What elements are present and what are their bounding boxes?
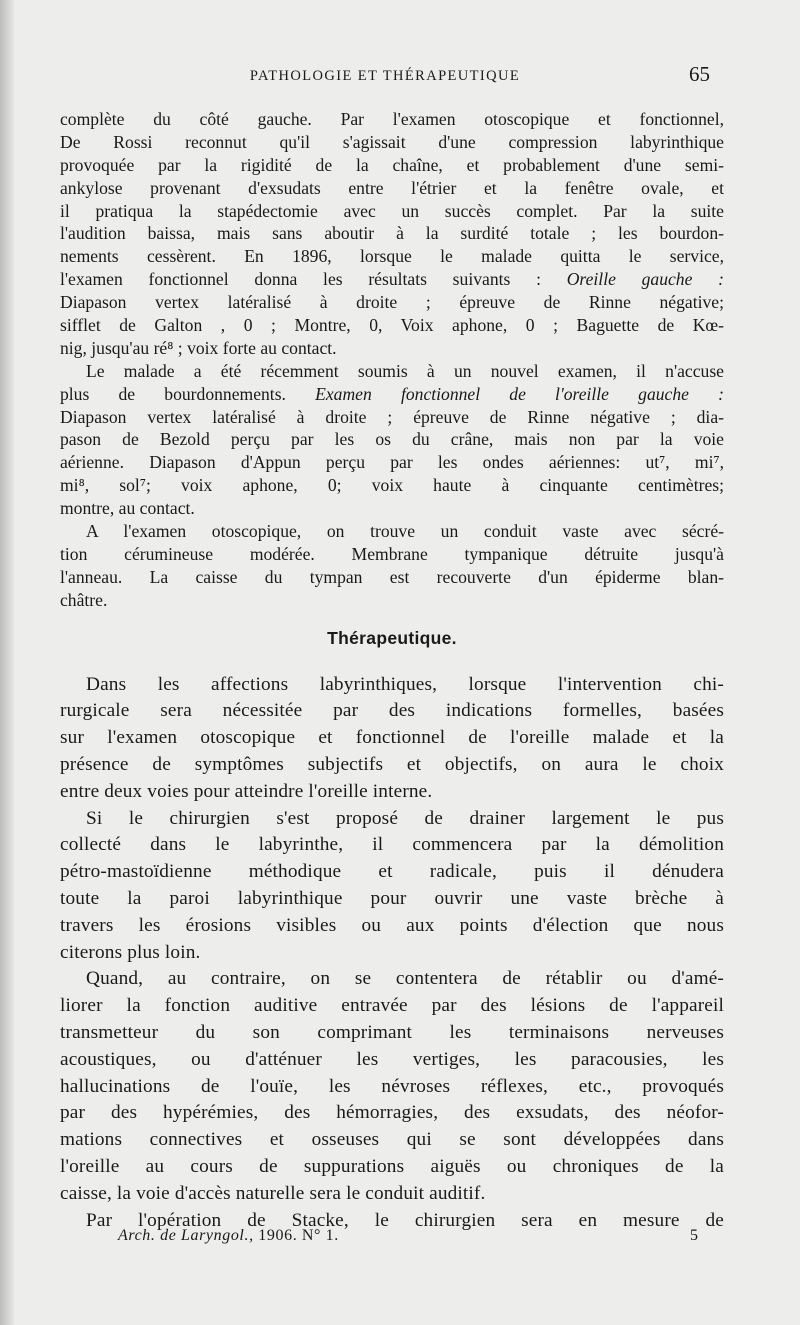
text-line: aérienne. Diapason d'Appun perçu par les ondes aériennes: ut⁷, mi⁷,	[60, 452, 724, 473]
case-report-section	[60, 108, 724, 612]
text-line: par des hypérémies, des hémorragies, des exsudats, des néofor-	[60, 1102, 724, 1124]
text-line: caisse, la voie d'accès naturelle sera le conduit auditif.	[60, 1182, 486, 1204]
text-line: sifflet de Galton , 0 ; Montre, 0, Voix aphone, 0 ; Baguette de Kœ-	[60, 315, 724, 336]
text-line: présence de symptômes subjectifs et objectifs, on aura le choix	[60, 753, 724, 775]
text-line: l'oreille au cours de suppurations aiguës ou chroniques de la	[60, 1155, 724, 1177]
page-number: 65	[689, 62, 710, 86]
section-heading: Thérapeutique.	[327, 627, 457, 648]
page-footer	[60, 1227, 710, 1251]
text-line: Diapason vertex latéralisé à droite ; épreuve de Rinne négative ; dia-	[60, 406, 724, 427]
text-line	[60, 383, 724, 406]
text-line: ankylose provenant d'exsudats entre l'étrier et la fenêtre ovale, et	[60, 177, 724, 198]
page-header	[60, 62, 710, 90]
text-line: citerons plus loin.	[60, 941, 201, 963]
text-line: hallucinations de l'ouïe, les névroses réflexes, etc., provoqués	[60, 1075, 724, 1097]
text-line: pason de Bezold perçu par les os du crâne, mais non par la voie	[60, 429, 724, 450]
text-line: toute la paroi labyrinthique pour ouvrir une vaste brèche à	[60, 887, 724, 909]
italic-span: Examen fonctionnel de l'oreille gauche :	[315, 383, 724, 404]
text-line: entre deux voies pour atteindre l'oreille interne.	[60, 780, 433, 802]
text-line: complète du côté gauche. Par l'examen otoscopique et fonctionnel,	[60, 109, 724, 129]
text-line: Si le chirurgien s'est proposé de drainer largement le pus	[86, 807, 724, 829]
text-line: châtre.	[60, 589, 108, 610]
text-line: Dans les affections labyrinthiques, lorsque l'intervention chi-	[86, 673, 724, 695]
text-line: A l'examen otoscopique, on trouve un conduit vaste avec sécré-	[86, 521, 724, 542]
text-line	[60, 268, 724, 291]
italic-span: Oreille gauche :	[566, 269, 724, 290]
journal-reference	[118, 1227, 339, 1245]
text-line: mations connectives et osseuses qui se sont développées dans	[60, 1129, 724, 1151]
text-span: plus de bourdonnements.	[60, 383, 286, 404]
text-span: l'examen fonctionnel donna les résultats suivants :	[60, 269, 541, 290]
text-line: Le malade a été récemment soumis à un nouvel examen, il n'accuse	[86, 360, 724, 381]
text-line: Quand, au contraire, on se contentera de rétablir ou d'amé-	[86, 968, 724, 990]
text-line: rurgicale sera nécessitée par des indications formelles, basées	[60, 700, 724, 722]
text-line: il pratiqua la stapédectomie avec un succès complet. Par la suite	[60, 200, 724, 221]
text-line: acoustiques, ou d'atténuer les vertiges, les paracousies, les	[60, 1048, 724, 1070]
signature-mark: 5	[690, 1227, 698, 1244]
text-line: Par l'opération de Stacke, le chirurgien sera en mesure de	[86, 1209, 724, 1231]
text-line: liorer la fonction auditive entravée par des lésions de l'appareil	[60, 995, 724, 1017]
text-line: pétro-mastoïdienne méthodique et radicale, puis il dénudera	[60, 861, 724, 883]
text-line: Diapason vertex latéralisé à droite ; épreuve de Rinne négative;	[60, 292, 724, 313]
text-line: De Rossi reconnut qu'il s'agissait d'une compression labyrinthique	[60, 131, 724, 152]
text-body	[60, 108, 724, 1234]
text-line: nig, jusqu'au ré⁸ ; voix forte au contact.	[60, 337, 337, 358]
text-line: provoquée par la rigidité de la chaîne, et probablement d'une semi-	[60, 154, 724, 175]
text-line: sur l'examen otoscopique et fonctionnel de l'oreille malade et la	[60, 727, 724, 749]
text-line: collecté dans le labyrinthe, il commencera par la démolition	[60, 834, 724, 856]
therapeutics-section	[60, 672, 724, 1235]
text-line: l'anneau. La caisse du tympan est recouverte d'un épiderme blan-	[60, 566, 724, 587]
text-line: tion cérumineuse modérée. Membrane tympanique détruite jusqu'à	[60, 543, 724, 564]
text-line: nements cessèrent. En 1896, lorsque le malade quitta le service,	[60, 246, 724, 267]
journal-issue: 1906. N° 1.	[258, 1227, 339, 1244]
text-line: transmetteur du son comprimant les terminaisons nerveuses	[60, 1021, 724, 1043]
text-line: montre, au contact.	[60, 498, 195, 519]
journal-title: Arch. de Laryngol.,	[118, 1227, 254, 1244]
text-line: l'audition baissa, mais sans aboutir à la surdité totale ; les bourdon-	[60, 223, 724, 244]
text-line: travers les érosions visibles ou aux points d'élection que nous	[60, 914, 724, 936]
running-title: PATHOLOGIE ET THÉRAPEUTIQUE	[249, 68, 521, 84]
text-line: mi⁸, sol⁷; voix aphone, 0; voix haute à cinquante centimètres;	[60, 475, 724, 496]
